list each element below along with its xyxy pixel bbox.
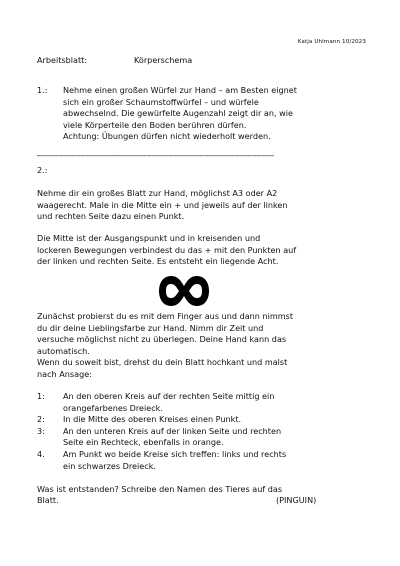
step-1-line: An den oberen Kreis auf der rechten Seite mittig ein (63, 391, 275, 401)
step-1-line: orangefarbenes Dreieck. (63, 402, 163, 413)
answer-text: (PINGUIN) (276, 495, 317, 505)
paragraph-2-line: der linken und rechten Seite. Es entsteht ein liegende Acht. (37, 256, 279, 267)
section-2-number: 2.: (37, 165, 48, 175)
author-date: Katja Uhlmann 10/2023 (297, 39, 366, 45)
paragraph-2-line: lockeren Bewegungen verbindest du das + mit den Punkten auf (37, 244, 297, 255)
section-1-line: Nehme einen großen Würfel zur Hand – am Besten eignet (63, 85, 297, 95)
question-line: Blatt. (37, 495, 59, 505)
paragraph-3-line: nach Ansage: (37, 369, 92, 379)
step-1-number: 1: (37, 391, 45, 401)
section-1-number: 1.: (37, 85, 48, 95)
step-3-line: Seite ein Rechteck, ebenfalls in orange. (63, 437, 224, 448)
paragraph-3-line: Zunächst probierst du es mit dem Finger aus und dann nimmst (37, 311, 294, 321)
paragraph-3-line: Wenn du soweit bist, drehst du dein Blatt hochkant und malst (37, 357, 288, 368)
step-4-line: Am Punkt wo beide Kreise sich treffen: links und rechts (63, 449, 287, 459)
section-1-line: Achtung: Übungen dürfen nicht wiederholt werden. (63, 131, 271, 142)
section-1-line: sich ein großer Schaumstoffwürfel – und würfele (63, 96, 259, 107)
section-1-line: viele Körperteile den Boden berühren dürfen. (63, 119, 247, 130)
paragraph-1-line: Nehme dir ein großes Blatt zur Hand, möglichst A3 oder A2 (37, 188, 278, 198)
paragraph-1-line: und rechten Seite dazu einen Punkt. (37, 211, 185, 222)
section-1-line: abwechselnd. Die gewürfelte Augenzahl zeigt dir an, wie (63, 108, 293, 119)
section-separator: ______________________________________________________ (37, 146, 275, 156)
step-3-line: An den unteren Kreis auf der linken Seite und rechten (63, 425, 282, 436)
paragraph-3-line: automatisch. (37, 345, 90, 356)
step-3-number: 3: (37, 425, 45, 436)
paragraph-1-line: waagerecht. Male in die Mitte ein + und jeweils auf der linken (37, 199, 288, 210)
paragraph-2-line: Die Mitte ist der Ausgangspunkt und in kreisenden und (37, 233, 261, 243)
worksheet-title-value: Körperschema (134, 55, 193, 65)
paragraph-3-line: du dir deine Lieblingsfarbe zur Hand. Nimm dir Zeit und (37, 322, 264, 333)
step-4-line: ein schwarzes Dreieck. (63, 460, 156, 471)
step-4-number: 4. (37, 449, 45, 459)
step-2-line: In die Mitte des oberen Kreises einen Punkt. (63, 414, 242, 425)
worksheet-title-label: Arbeitsblatt: (37, 55, 88, 65)
paragraph-3-line: versuche möglichst nicht zu überlegen. Deine Hand kann das (37, 334, 287, 345)
step-2-number: 2: (37, 414, 45, 425)
question-line: Was ist entstanden? Schreibe den Namen des Tieres auf das (37, 483, 283, 494)
lying-eight-icon (157, 274, 211, 308)
